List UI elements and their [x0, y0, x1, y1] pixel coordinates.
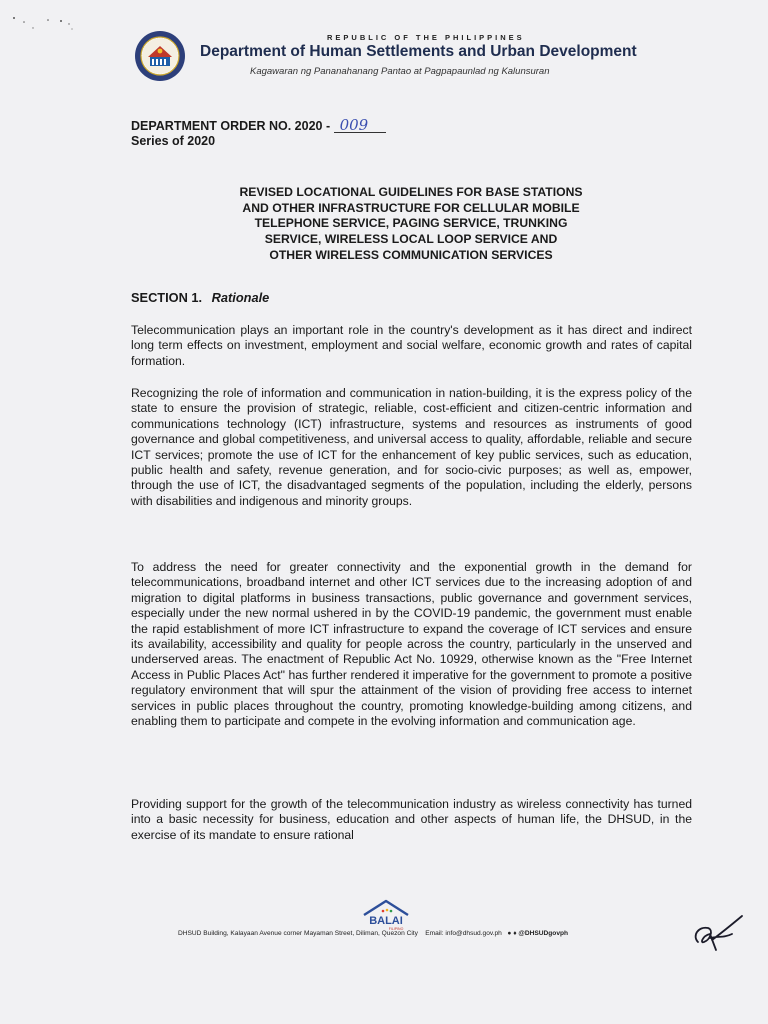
- dhsud-seal-icon: [134, 30, 186, 82]
- department-tagline: Kagawaran ng Pananahanang Pantao at Pagpapaunlad ng Kalunsuran: [250, 66, 550, 77]
- title-line: TELEPHONE SERVICE, PAGING SERVICE, TRUNKING: [254, 216, 568, 231]
- paragraph: Providing support for the growth of the telecommunication industry as wireless connectivity has turned into a basic necessity for business, education and other aspects of human life, the DHSUD, in the exercise of its mandate to ensure rational: [131, 797, 692, 842]
- section-title: Rationale: [211, 290, 270, 305]
- order-series: Series of 2020: [131, 134, 216, 148]
- scan-specks: [6, 6, 86, 36]
- logo-subtext: FILIPINO: [388, 927, 404, 931]
- footer-social-handle: @DHSUDgovph: [518, 930, 569, 937]
- order-label: DEPARTMENT ORDER NO. 2020 -: [131, 119, 331, 133]
- title-line: OTHER WIRELESS COMMUNICATION SERVICES: [269, 247, 553, 262]
- title-line: SERVICE, WIRELESS LOCAL LOOP SERVICE AND: [264, 232, 558, 247]
- title-line: REVISED LOCATIONAL GUIDELINES FOR BASE STATIONS: [239, 185, 583, 199]
- facebook-icon: ●: [507, 930, 512, 937]
- section-heading: [131, 290, 269, 305]
- footer-email: Email: info@dhsud.gov.ph: [425, 930, 502, 937]
- balai-filipino-logo: [358, 898, 414, 932]
- department-order-number: [131, 118, 386, 133]
- footer-address: DHSUD Building, Kalayaan Avenue corner Mayaman Street, Diliman, Quezon City: [178, 930, 418, 937]
- title-line: AND OTHER INFRASTRUCTURE FOR CELLULAR MOBILE: [242, 200, 580, 215]
- paragraph: Telecommunication plays an important role in the country's development as it has direct and indirect long term effects on investment, employment and social welfare, economic growth and rates of capital formation.: [131, 323, 692, 368]
- paragraph: Recognizing the role of information and communication in nation-building, it is the express policy of the state to ensure the provision of strategic, reliable, cost-efficient and citizen-centric information and communications technology (ICT) infrastructure, systems and resources as instruments of good governance and global competitiveness, and universal access to quality, affordable, reliable and secure ICT services; promote the use of ICT for the enhancement of key public services, such as education, public health and safety, revenue generation, and for socio-civic purposes; as well as, empower, through the use of ICT, the disadvantaged segments of the population, including the elderly, persons with disabilities and indigenous and minority groups.: [131, 386, 692, 508]
- logo-text: BALAI: [369, 915, 403, 927]
- footer-contact: [178, 930, 568, 937]
- department-name: Department of Human Settlements and Urban Development: [200, 43, 637, 60]
- handwritten-signature: [688, 912, 746, 954]
- paragraph: To address the need for greater connectivity and the exponential growth in the demand for telecommunications, broadband internet and other ICT services due to the increasing adoption of and migration to digital platforms in business transactions, public governance and government services, especially under the new normal ushered in by the COVID-19 pandemic, the government must enable the rapid establishment of more ICT infrastructure to expand the coverage of ICT services and ensure its availability, accessibility and quality for people across the country, particularly in the unserved and underserved areas. The enactment of Republic Act No. 10929, otherwise known as the "Free Internet Access in Public Places Act" has further rendered it imperative for the government to promote a positive regulatory environment that will spur the attainment of the vision of providing free access to internet services in public places throughout the country, promoting knowledge-building among citizens, and enabling them to participate and compete in the evolving information and communication age.: [131, 560, 692, 729]
- twitter-icon: ♦: [513, 930, 517, 937]
- document-title: [186, 185, 636, 264]
- order-handwritten-number: 009: [334, 118, 386, 133]
- section-label: SECTION 1.: [131, 290, 203, 305]
- republic-heading: REPUBLIC OF THE PHILIPPINES: [327, 33, 525, 42]
